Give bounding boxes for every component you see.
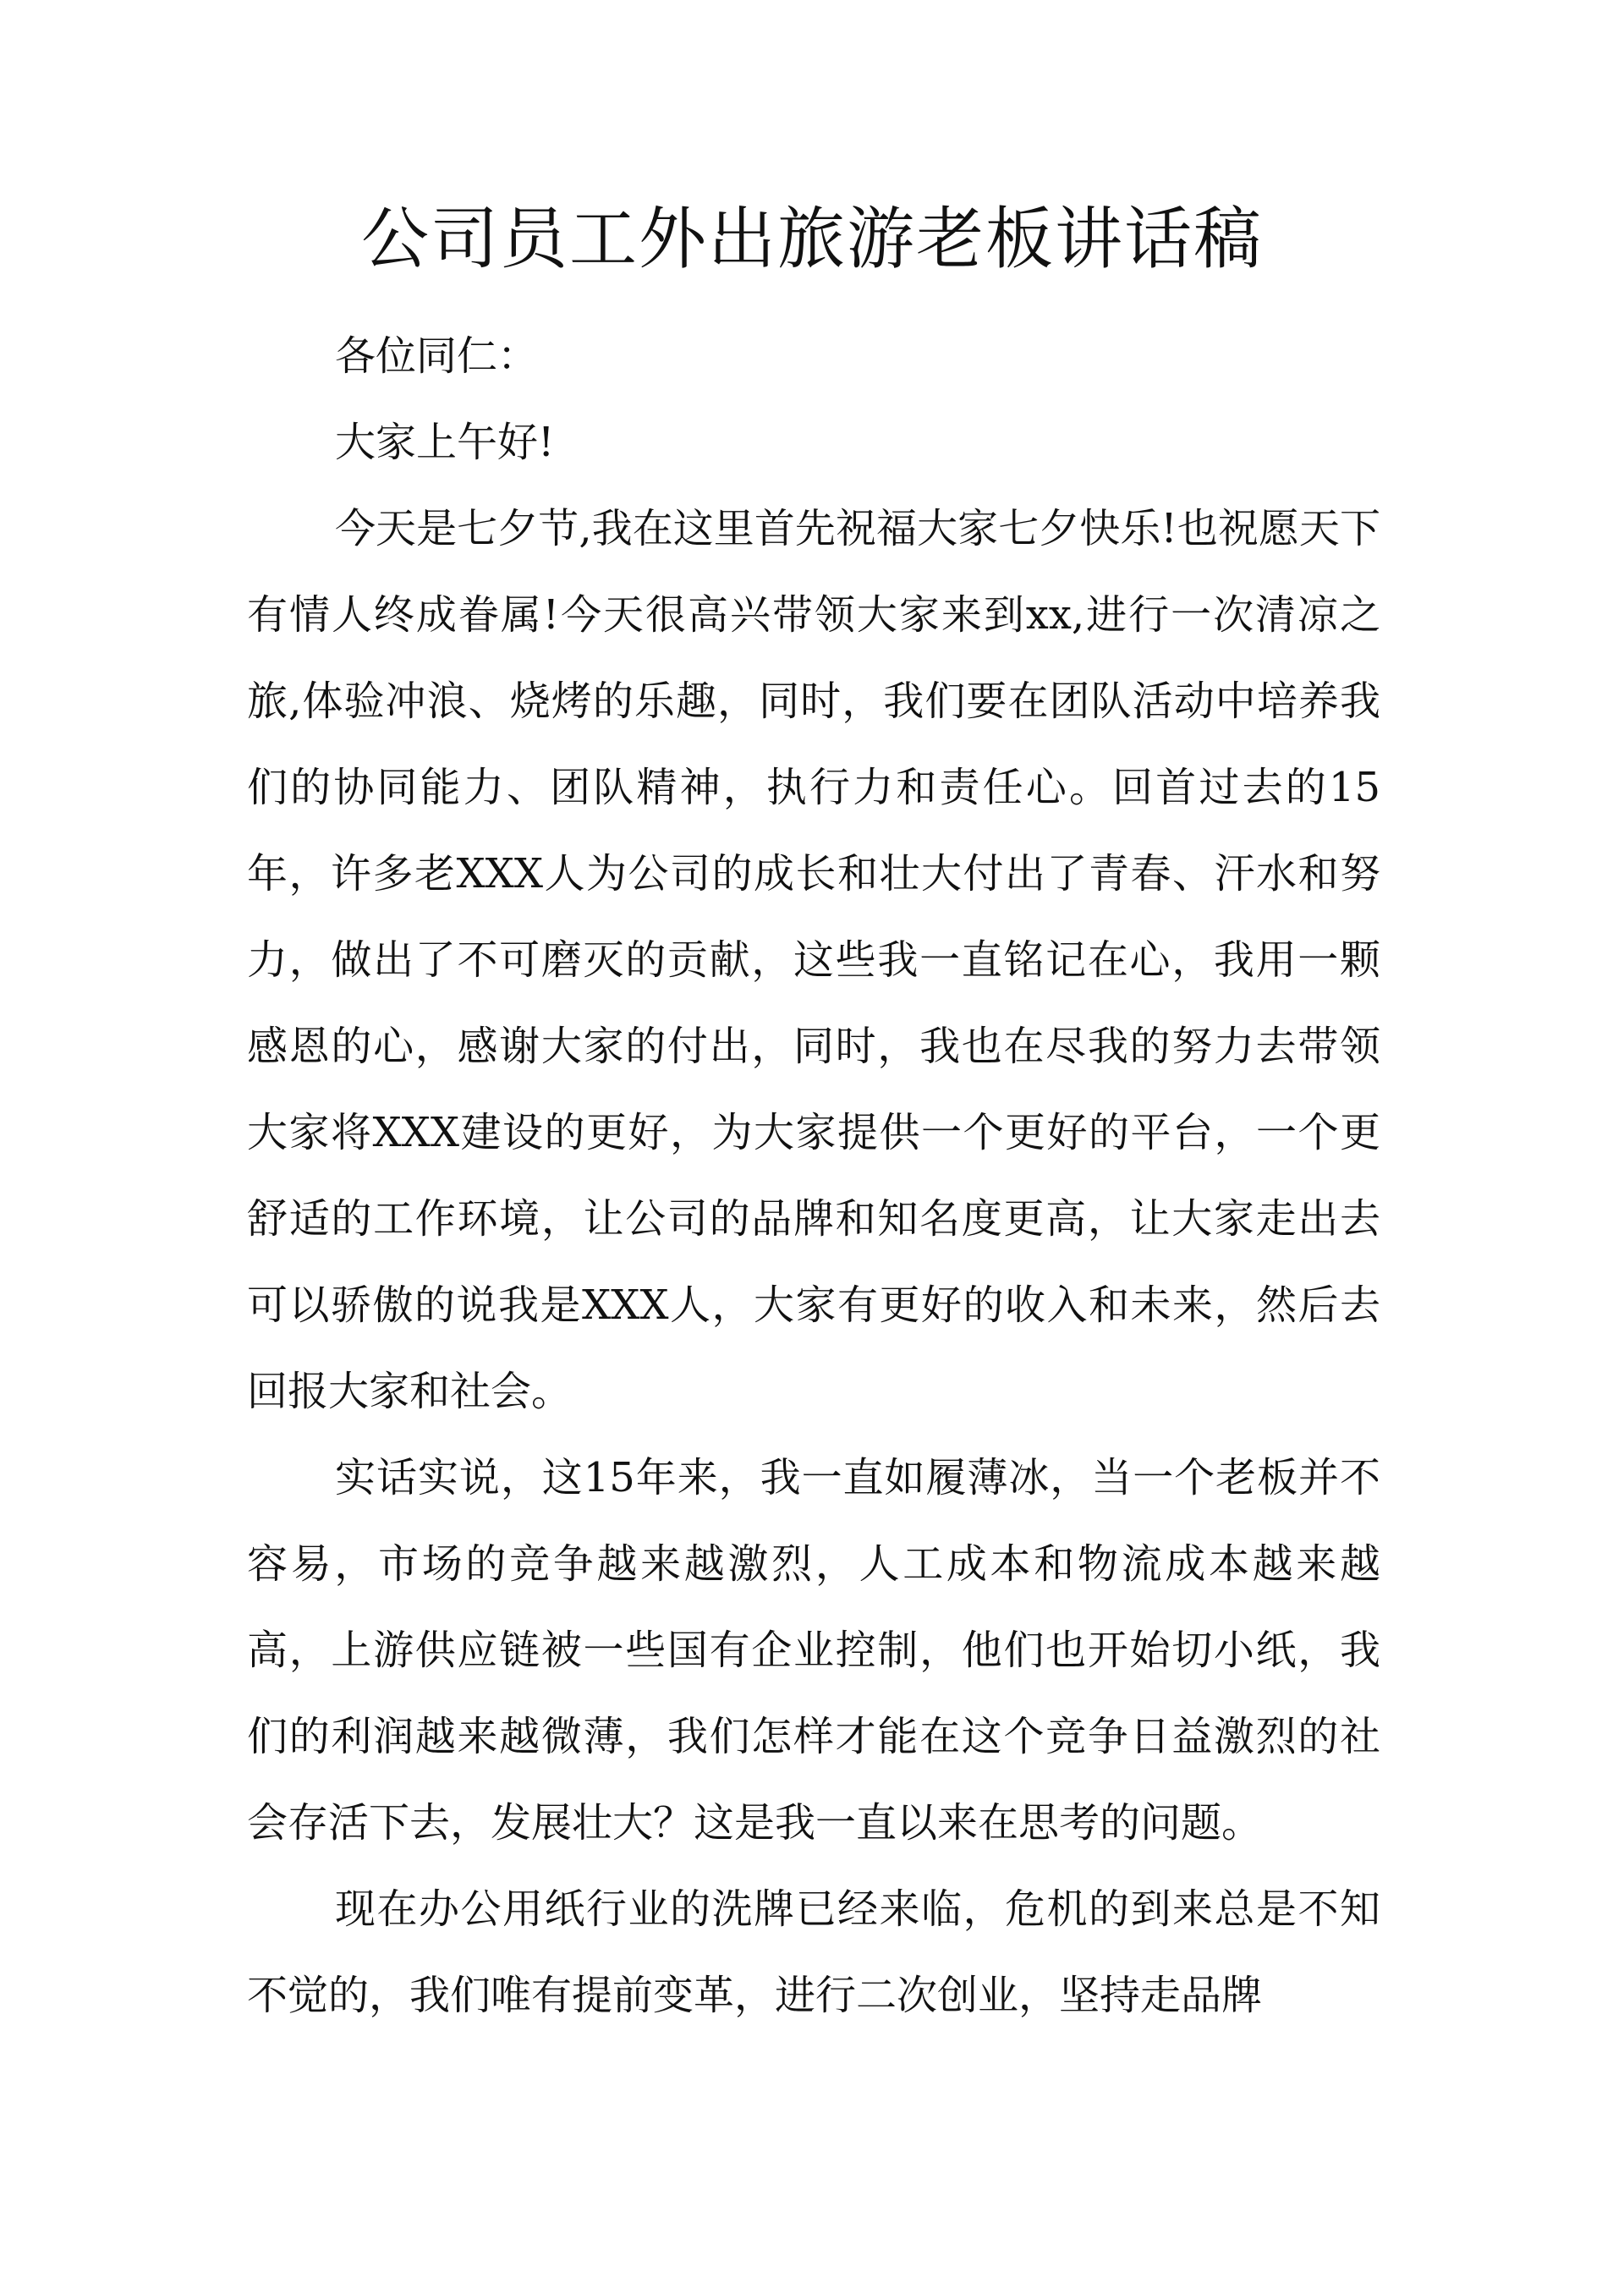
body-paragraph: 现在办公用纸行业的洗牌已经来临，危机的到来总是不知不觉的，我们唯有提前变革，进行二次创业，坚持走品牌 <box>247 1885 1380 2019</box>
salutation: 各位同仁： <box>335 332 539 380</box>
document-title: 公司员工外出旅游老板讲话稿 <box>361 200 1263 278</box>
body-paragraph: 实话实说，这15年来，我一直如履薄冰，当一个老板并不容易，市场的竞争越来越激烈，人工成本和物流成本越来越高，上游供应链被一些国有企业控制，他们也开始切小纸，我们的利润越来越微薄，我们怎样才能在这个竞争日益激烈的社会存活下去，发展壮大？这是我一直以来在思考的问题。 <box>247 1454 1380 1847</box>
document-body <box>247 313 1380 2039</box>
body-paragraph: 今天是七夕节,我在这里首先祝福大家七夕快乐!也祝愿天下有情人终成眷属!今天很高兴带领大家来到xx,进行一次清凉之旅,体验冲浪、烧烤的乐趣，同时，我们要在团队活动中培养我们的协同能力、团队精神，执行力和责任心。回首过去的15年，许多老XXX人为公司的成长和壮大付出了青春、汗水和努力，做出了不可磨灭的贡献，这些我一直铭记在心，我用一颗感恩的心，感谢大家的付出，同时，我也在尽我的努力去带领大家将XXX建设的更好，为大家提供一个更好的平台，一个更舒适的工作环境，让公司的品牌和知名度更高，让大家走出去可以骄傲的说我是XXX人，大家有更好的收入和未来，然后去回报大家和社会。 <box>247 505 1380 1415</box>
greeting: 大家上午好! <box>335 419 555 466</box>
